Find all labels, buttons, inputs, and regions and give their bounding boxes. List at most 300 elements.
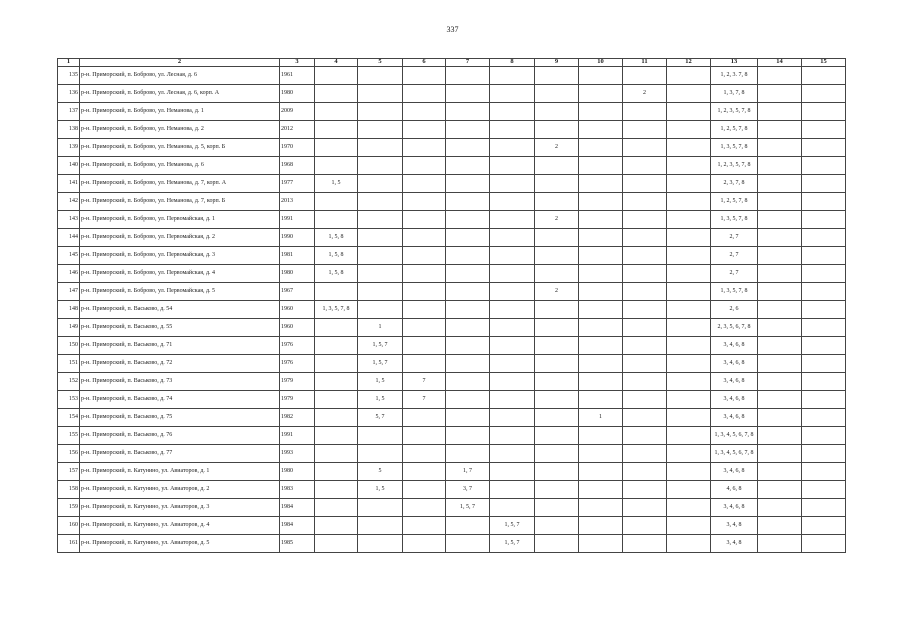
table-cell <box>315 445 358 463</box>
address-cell: р-н. Приморский, п. Васьково, д. 77 <box>80 445 280 463</box>
table-cell <box>315 355 358 373</box>
table-cell: 1, 5 <box>315 175 358 193</box>
table-cell <box>802 373 846 391</box>
table-cell <box>358 445 403 463</box>
table-cell <box>758 535 802 553</box>
table-cell <box>802 175 846 193</box>
table-cell <box>802 139 846 157</box>
table-cell <box>623 283 667 301</box>
table-cell <box>758 301 802 319</box>
table-cell <box>403 193 446 211</box>
year-cell: 1993 <box>280 445 315 463</box>
column-header: 14 <box>758 59 802 67</box>
table-cell <box>446 445 490 463</box>
table-cell <box>315 481 358 499</box>
table-cell <box>446 67 490 85</box>
table-cell <box>535 427 579 445</box>
table-cell <box>758 391 802 409</box>
table-cell <box>802 67 846 85</box>
table-cell: 3, 4, 6, 8 <box>711 355 758 373</box>
row-number-cell: 155 <box>58 427 80 445</box>
table-cell <box>403 499 446 517</box>
table-body <box>58 67 846 553</box>
table-row <box>58 67 846 85</box>
table-cell <box>446 211 490 229</box>
table-cell <box>758 355 802 373</box>
table-cell: 1, 5 <box>358 391 403 409</box>
table-cell <box>623 193 667 211</box>
address-cell: р-н. Приморский, п. Боброво, ул. Неманова, д. 2 <box>80 121 280 139</box>
table-cell <box>802 283 846 301</box>
table-cell <box>667 463 711 481</box>
table-cell <box>535 463 579 481</box>
table-cell <box>667 427 711 445</box>
row-number-cell: 159 <box>58 499 80 517</box>
table-cell <box>623 463 667 481</box>
table-cell: 1, 3, 7, 8 <box>711 85 758 103</box>
table-cell: 5, 7 <box>358 409 403 427</box>
table-cell <box>490 157 535 175</box>
table-cell <box>758 517 802 535</box>
address-cell: р-н. Приморский, п. Боброво, ул. Неманова, д. 7, корп. Б <box>80 193 280 211</box>
address-cell: р-н. Приморский, п. Боброво, ул. Первомайская, д. 4 <box>80 265 280 283</box>
address-cell: р-н. Приморский, п. Васьково, д. 75 <box>80 409 280 427</box>
table-cell <box>802 319 846 337</box>
table-cell <box>403 427 446 445</box>
table-cell <box>490 229 535 247</box>
table-cell <box>446 319 490 337</box>
column-header: 10 <box>579 59 623 67</box>
row-number-cell: 153 <box>58 391 80 409</box>
table-cell <box>315 157 358 175</box>
table-cell <box>315 517 358 535</box>
table-cell <box>623 319 667 337</box>
table-cell <box>758 85 802 103</box>
table-cell <box>490 67 535 85</box>
table-cell: 2 <box>535 211 579 229</box>
table-cell <box>623 517 667 535</box>
table-cell <box>623 67 667 85</box>
table-cell <box>579 193 623 211</box>
table-cell: 3, 4, 6, 8 <box>711 337 758 355</box>
table-cell <box>446 535 490 553</box>
table-cell <box>579 157 623 175</box>
address-cell: р-н. Приморский, п. Боброво, ул. Неманова, д. 7, корп. А <box>80 175 280 193</box>
table-cell <box>403 535 446 553</box>
table-cell <box>579 517 623 535</box>
table-cell <box>579 301 623 319</box>
year-cell: 1976 <box>280 355 315 373</box>
table-cell <box>802 427 846 445</box>
table-cell <box>667 85 711 103</box>
table-cell <box>403 337 446 355</box>
table-cell <box>579 283 623 301</box>
table-cell <box>802 85 846 103</box>
table-cell <box>403 211 446 229</box>
address-cell: р-н. Приморский, п. Катунино, ул. Авиаторов, д. 3 <box>80 499 280 517</box>
address-cell: р-н. Приморский, п. Боброво, ул. Первомайская, д. 5 <box>80 283 280 301</box>
row-number-cell: 136 <box>58 85 80 103</box>
table-cell <box>802 463 846 481</box>
table-row <box>58 157 846 175</box>
table-cell <box>446 229 490 247</box>
column-header: 9 <box>535 59 579 67</box>
table-cell <box>535 265 579 283</box>
table-cell: 2, 7 <box>711 265 758 283</box>
table-cell <box>358 85 403 103</box>
table-cell <box>403 85 446 103</box>
table-cell <box>490 193 535 211</box>
table-cell <box>623 247 667 265</box>
table-cell <box>315 409 358 427</box>
table-cell: 1, 5, 7 <box>490 535 535 553</box>
column-header: 2 <box>80 59 280 67</box>
table-cell <box>802 301 846 319</box>
row-number-cell: 151 <box>58 355 80 373</box>
table-cell: 2 <box>535 283 579 301</box>
table-cell <box>315 67 358 85</box>
table-cell <box>403 175 446 193</box>
table-cell <box>758 157 802 175</box>
table-cell <box>623 481 667 499</box>
table-cell <box>802 517 846 535</box>
table-cell <box>315 85 358 103</box>
year-cell: 1980 <box>280 85 315 103</box>
table-cell <box>667 175 711 193</box>
table-cell <box>403 517 446 535</box>
table-cell <box>758 499 802 517</box>
table-row <box>58 85 846 103</box>
table-cell <box>358 193 403 211</box>
table-cell: 1, 2, 3. 7, 8 <box>711 67 758 85</box>
row-number-cell: 135 <box>58 67 80 85</box>
address-cell: р-н. Приморский, п. Боброво, ул. Лесная, д. 6, корп. А <box>80 85 280 103</box>
column-header: 12 <box>667 59 711 67</box>
table-row <box>58 535 846 553</box>
table-cell <box>667 229 711 247</box>
table-row <box>58 427 846 445</box>
table-cell <box>667 157 711 175</box>
year-cell: 1981 <box>280 247 315 265</box>
row-number-cell: 147 <box>58 283 80 301</box>
year-cell: 1980 <box>280 463 315 481</box>
table-cell <box>535 301 579 319</box>
table-cell <box>667 355 711 373</box>
year-cell: 1979 <box>280 391 315 409</box>
table-cell <box>358 535 403 553</box>
table-cell <box>802 229 846 247</box>
table-cell <box>579 175 623 193</box>
table-cell <box>535 121 579 139</box>
year-cell: 1980 <box>280 265 315 283</box>
table-cell: 3, 4, 6, 8 <box>711 409 758 427</box>
column-header: 7 <box>446 59 490 67</box>
table-cell <box>315 427 358 445</box>
table-cell <box>579 211 623 229</box>
table-cell <box>623 157 667 175</box>
table-cell <box>802 193 846 211</box>
table-cell <box>802 247 846 265</box>
table-cell <box>758 247 802 265</box>
table-header-row <box>58 59 846 67</box>
table-cell: 1, 3, 5, 7, 8 <box>711 283 758 301</box>
table-cell <box>535 193 579 211</box>
table-row <box>58 391 846 409</box>
row-number-cell: 146 <box>58 265 80 283</box>
table-cell <box>579 535 623 553</box>
table-cell <box>403 121 446 139</box>
row-number-cell: 161 <box>58 535 80 553</box>
table-cell: 1, 2, 3, 5, 7, 8 <box>711 157 758 175</box>
table-cell <box>446 283 490 301</box>
row-number-cell: 141 <box>58 175 80 193</box>
table-cell <box>623 373 667 391</box>
table-cell <box>446 103 490 121</box>
table-cell <box>490 247 535 265</box>
table-cell <box>758 211 802 229</box>
column-header: 4 <box>315 59 358 67</box>
table-cell: 2, 3, 7, 8 <box>711 175 758 193</box>
table-cell <box>667 67 711 85</box>
table-cell <box>535 373 579 391</box>
table-row <box>58 103 846 121</box>
table-cell <box>446 157 490 175</box>
table-cell <box>315 103 358 121</box>
table-cell <box>535 391 579 409</box>
table-cell <box>535 481 579 499</box>
table-cell <box>535 229 579 247</box>
table-cell <box>490 463 535 481</box>
table-cell <box>446 265 490 283</box>
table-row <box>58 283 846 301</box>
table-cell <box>667 121 711 139</box>
row-number-cell: 149 <box>58 319 80 337</box>
table-cell <box>446 193 490 211</box>
table-cell <box>579 499 623 517</box>
table-cell <box>623 337 667 355</box>
table-cell <box>667 139 711 157</box>
table-cell <box>802 499 846 517</box>
year-cell: 1983 <box>280 481 315 499</box>
table-cell <box>758 229 802 247</box>
table-cell: 1, 3, 5, 7, 8 <box>711 139 758 157</box>
table-cell <box>535 409 579 427</box>
table-cell <box>490 373 535 391</box>
address-cell: р-н. Приморский, п. Васьково, д. 74 <box>80 391 280 409</box>
table-cell: 1, 2, 3, 5, 7, 8 <box>711 103 758 121</box>
table-cell: 5 <box>358 463 403 481</box>
table-cell: 1, 3, 5, 7, 8 <box>711 211 758 229</box>
table-cell: 1, 5 <box>358 481 403 499</box>
table-cell <box>403 463 446 481</box>
year-cell: 1967 <box>280 283 315 301</box>
table-cell <box>446 373 490 391</box>
table-row <box>58 319 846 337</box>
column-header: 1 <box>58 59 80 67</box>
year-cell: 1984 <box>280 517 315 535</box>
address-cell: р-н. Приморский, п. Васьково, д. 72 <box>80 355 280 373</box>
table-cell <box>403 157 446 175</box>
table-cell <box>403 355 446 373</box>
address-cell: р-н. Приморский, п. Боброво, ул. Первомайская, д. 2 <box>80 229 280 247</box>
year-cell: 2012 <box>280 121 315 139</box>
table-cell <box>403 103 446 121</box>
table-cell: 2 <box>535 139 579 157</box>
table-row <box>58 265 846 283</box>
table-cell <box>403 445 446 463</box>
table-row <box>58 481 846 499</box>
table-cell <box>315 139 358 157</box>
table-cell <box>579 103 623 121</box>
table-cell: 1, 5, 7 <box>358 337 403 355</box>
table-cell <box>623 355 667 373</box>
row-number-cell: 158 <box>58 481 80 499</box>
table-cell <box>667 337 711 355</box>
table-cell: 1, 5 <box>358 373 403 391</box>
address-cell: р-н. Приморский, п. Васьково, д. 71 <box>80 337 280 355</box>
table-cell <box>315 193 358 211</box>
table-cell <box>490 319 535 337</box>
table-cell: 7 <box>403 373 446 391</box>
table-row <box>58 463 846 481</box>
row-number-cell: 145 <box>58 247 80 265</box>
table-cell <box>623 265 667 283</box>
table-cell: 2, 7 <box>711 247 758 265</box>
table-row <box>58 175 846 193</box>
table-cell <box>446 427 490 445</box>
table-cell <box>667 499 711 517</box>
table-cell <box>315 535 358 553</box>
table-cell <box>446 121 490 139</box>
table-cell <box>315 463 358 481</box>
row-number-cell: 143 <box>58 211 80 229</box>
table-cell: 4, 6, 8 <box>711 481 758 499</box>
table-cell <box>315 283 358 301</box>
address-cell: р-н. Приморский, п. Катунино, ул. Авиаторов, д. 1 <box>80 463 280 481</box>
table-cell <box>667 301 711 319</box>
table-cell: 1, 5, 7 <box>446 499 490 517</box>
table-cell <box>667 445 711 463</box>
table-row <box>58 211 846 229</box>
table-cell <box>403 229 446 247</box>
table-cell <box>490 391 535 409</box>
table-cell <box>535 247 579 265</box>
table-cell <box>446 517 490 535</box>
table-cell <box>579 355 623 373</box>
table-cell <box>579 121 623 139</box>
row-number-cell: 138 <box>58 121 80 139</box>
table-cell: 1, 5, 8 <box>315 229 358 247</box>
year-cell: 1960 <box>280 301 315 319</box>
table-cell <box>403 247 446 265</box>
table-cell <box>623 499 667 517</box>
table-cell <box>579 319 623 337</box>
table-cell <box>758 265 802 283</box>
table-cell: 1, 2, 5, 7, 8 <box>711 193 758 211</box>
table-cell <box>358 229 403 247</box>
table-cell <box>446 139 490 157</box>
table-cell <box>758 463 802 481</box>
table-cell <box>490 211 535 229</box>
table-cell <box>802 211 846 229</box>
table-cell: 3, 4, 6, 8 <box>711 373 758 391</box>
housing-register-table <box>57 58 846 553</box>
column-header: 5 <box>358 59 403 67</box>
table-cell <box>667 103 711 121</box>
table-cell: 1, 7 <box>446 463 490 481</box>
table-cell <box>802 121 846 139</box>
column-header: 8 <box>490 59 535 67</box>
table-cell: 2, 6 <box>711 301 758 319</box>
table-cell <box>535 535 579 553</box>
table-cell <box>579 85 623 103</box>
table-cell: 1 <box>579 409 623 427</box>
year-cell: 1961 <box>280 67 315 85</box>
row-number-cell: 157 <box>58 463 80 481</box>
page-number: 337 <box>446 25 459 34</box>
table-cell <box>623 211 667 229</box>
address-cell: р-н. Приморский, п. Васьково, д. 76 <box>80 427 280 445</box>
table-cell <box>490 175 535 193</box>
table-cell: 1, 3, 5, 7, 8 <box>315 301 358 319</box>
table-row <box>58 373 846 391</box>
table-row <box>58 121 846 139</box>
table-cell <box>667 409 711 427</box>
table-cell: 1 <box>358 319 403 337</box>
table-cell <box>535 175 579 193</box>
table-row <box>58 409 846 427</box>
table-cell <box>758 175 802 193</box>
table-cell <box>802 337 846 355</box>
table-cell <box>315 319 358 337</box>
table-cell: 2, 3, 5, 6, 7, 8 <box>711 319 758 337</box>
table-cell <box>490 409 535 427</box>
address-cell: р-н. Приморский, п. Васьково, д. 55 <box>80 319 280 337</box>
table-cell <box>358 517 403 535</box>
table-cell <box>758 319 802 337</box>
table-cell <box>758 67 802 85</box>
table-cell <box>758 283 802 301</box>
table-cell <box>490 283 535 301</box>
table-cell <box>667 211 711 229</box>
row-number-cell: 144 <box>58 229 80 247</box>
table-row <box>58 193 846 211</box>
table-cell <box>535 445 579 463</box>
year-cell: 1979 <box>280 373 315 391</box>
table-cell: 7 <box>403 391 446 409</box>
row-number-cell: 142 <box>58 193 80 211</box>
table-cell <box>579 463 623 481</box>
table-cell <box>358 121 403 139</box>
table-cell <box>623 391 667 409</box>
year-cell: 1968 <box>280 157 315 175</box>
table-cell <box>579 427 623 445</box>
table-cell <box>490 139 535 157</box>
table-cell <box>403 139 446 157</box>
table-row <box>58 445 846 463</box>
table-row <box>58 229 846 247</box>
row-number-cell: 137 <box>58 103 80 121</box>
table-cell <box>490 85 535 103</box>
table-cell <box>446 391 490 409</box>
table-cell <box>490 301 535 319</box>
address-cell: р-н. Приморский, п. Катунино, ул. Авиаторов, д. 4 <box>80 517 280 535</box>
table-row <box>58 499 846 517</box>
table-cell <box>403 283 446 301</box>
table-cell <box>623 301 667 319</box>
table-cell <box>667 319 711 337</box>
table-row <box>58 337 846 355</box>
